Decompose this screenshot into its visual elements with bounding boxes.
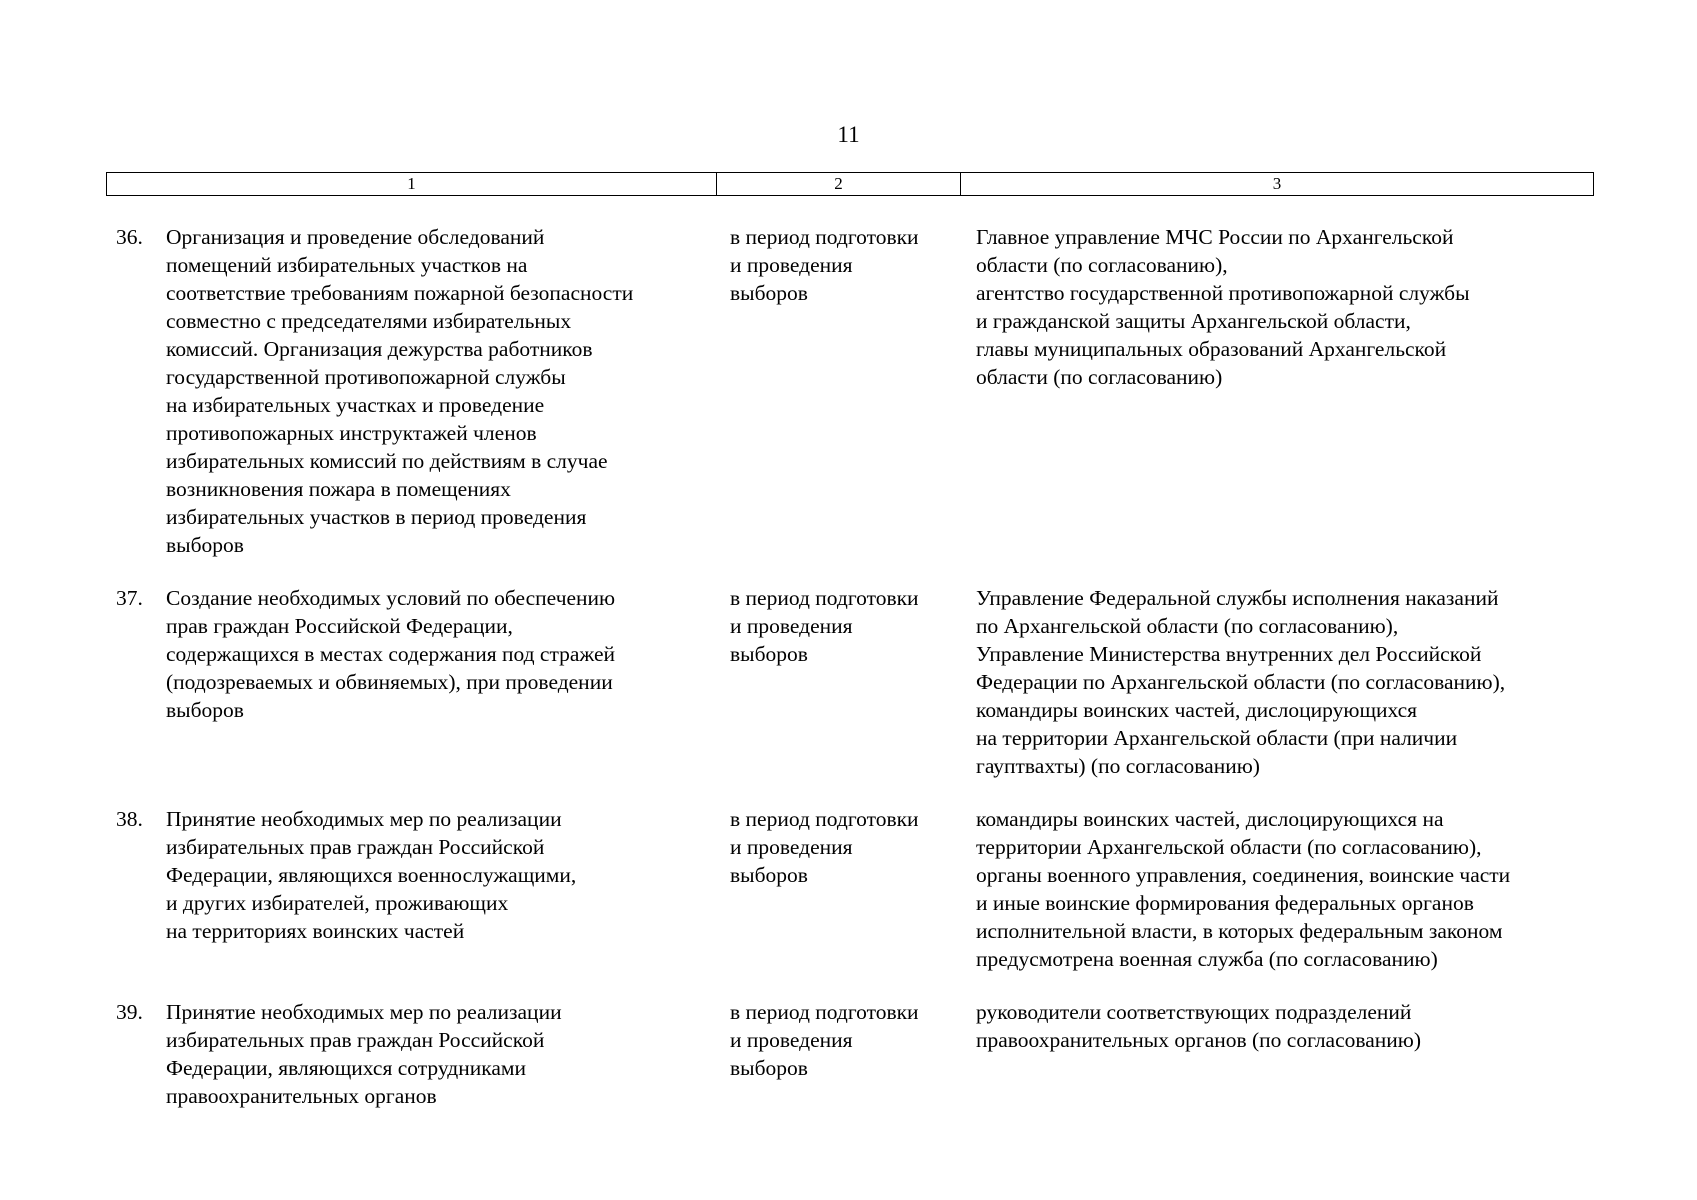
- row-number: 38.: [116, 807, 143, 831]
- row-number: 37.: [116, 586, 143, 610]
- table-row: [0, 223, 1697, 559]
- header-column-1: 1: [107, 173, 717, 195]
- row-period: в период подготовки и проведения выборов: [730, 586, 919, 666]
- row-responsible: Управление Федеральной службы исполнения наказаний по Архангельской области (по согласованию), Управление Министерства внутренних дел Российской Федерации по Архангельской области (по согласованию), командиры воинских частей, дислоцирующихся на территории Архангельской области (при наличии гауптвахты) (по согласованию): [976, 586, 1506, 778]
- row-activity: Создание необходимых условий по обеспечению прав граждан Российской Федерации, содержащихся в местах содержания под стражей (подозреваемых и обвиняемых), при проведении выборов: [166, 586, 616, 722]
- row-period: в период подготовки и проведения выборов: [730, 807, 919, 887]
- row-period: в период подготовки и проведения выборов: [730, 225, 919, 305]
- table-body: [0, 223, 1697, 1110]
- row-responsible: Главное управление МЧС России по Архангельской области (по согласованию), агентство государственной противопожарной службы и гражданской защиты Архангельской области, главы муниципальных образований Архангельской области (по согласованию): [976, 225, 1470, 389]
- header-column-3: 3: [1272, 174, 1282, 193]
- row-responsible: командиры воинских частей, дислоцирующихся на территории Архангельской области (по согласованию), органы военного управления, соединения, воинские части и иные воинские формирования федеральных органов исполнительной власти, в которых федеральным законом предусмотрена военная служба (по согласованию): [976, 807, 1511, 971]
- table-row: [0, 998, 1697, 1110]
- table-row: [0, 805, 1697, 973]
- row-activity: Организация и проведение обследований помещений избирательных участков на соответствие требованиям пожарной безопасности совместно с председателями избирательных комиссий. Организация дежурства работников государственной противопожарной службы на избирательных участках и проведение противопожарных инструктажей членов избирательных комиссий по действиям в случае возникновения пожара в помещениях избирательных участков в период проведения выборов: [166, 225, 634, 557]
- row-responsible: руководители соответствующих подразделений правоохранительных органов (по согласованию): [976, 1000, 1422, 1052]
- row-period: в период подготовки и проведения выборов: [730, 1000, 919, 1080]
- row-number: 36.: [116, 225, 143, 249]
- header-column-2: 2: [717, 173, 961, 195]
- page-number: 11: [837, 122, 860, 147]
- table-header: [106, 172, 1594, 196]
- row-activity: Принятие необходимых мер по реализации избирательных прав граждан Российской Федерации, являющихся сотрудниками правоохранительных органов: [166, 1000, 562, 1108]
- row-activity: Принятие необходимых мер по реализации избирательных прав граждан Российской Федерации, являющихся военнослужащими, и других избирателей, проживающих на территориях воинских частей: [166, 807, 577, 943]
- table-row: [0, 584, 1697, 780]
- row-number: 39.: [116, 1000, 143, 1024]
